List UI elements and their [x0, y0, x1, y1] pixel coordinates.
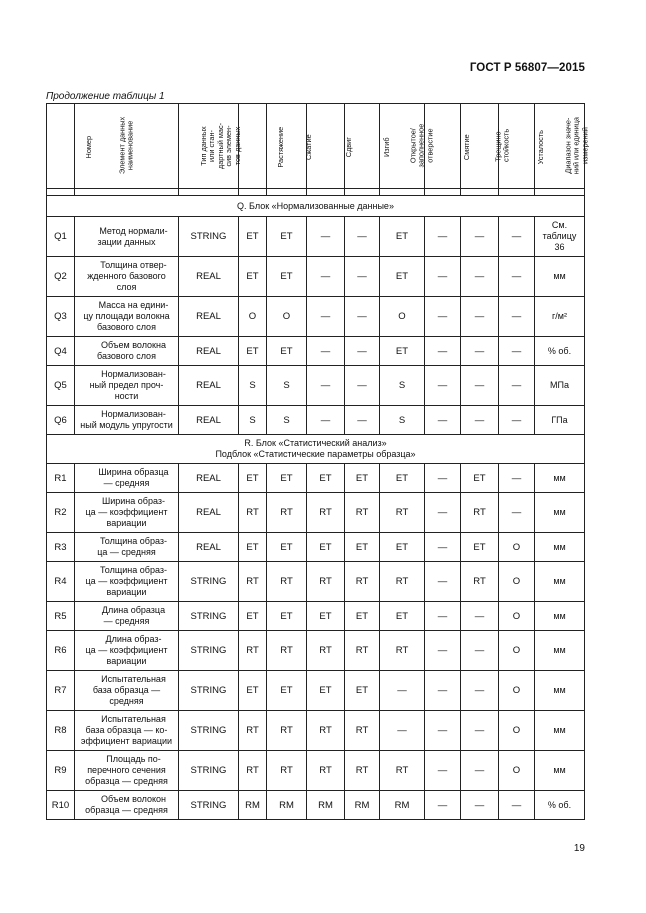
- row-unit: [535, 297, 585, 337]
- row-element-name-line: жденного базового: [87, 271, 166, 281]
- row-element-name-line: база образца — ко-: [85, 725, 168, 735]
- row-value-shear: RT: [307, 751, 345, 791]
- table-body: [47, 196, 585, 820]
- row-value-fatigue: O: [499, 671, 535, 711]
- row-unit-line: мм: [553, 725, 566, 735]
- section-title-text: R. Блок «Статистический анализ»: [244, 438, 387, 448]
- row-number: R4: [47, 562, 75, 602]
- row-value-shear: ET: [307, 464, 345, 493]
- row-value-compression: ET: [267, 533, 307, 562]
- row-value-compression: O: [267, 297, 307, 337]
- row-unit: [535, 562, 585, 602]
- table-row: [47, 337, 585, 366]
- header-compression: Сжатие: [267, 104, 307, 189]
- row-element-name: [75, 562, 179, 602]
- row-unit-line: мм: [553, 472, 566, 483]
- row-element-name-line: ный предел проч-: [89, 380, 164, 390]
- row-unit: [535, 602, 585, 631]
- row-value-shear: RM: [307, 791, 345, 820]
- row-number: Q1: [47, 217, 75, 257]
- header-fracture-toughness: Трещино- стойкость: [461, 104, 499, 189]
- row-value-fatigue: —: [499, 493, 535, 533]
- row-value-flexure: —: [345, 337, 380, 366]
- row-value-bearing: —: [425, 631, 461, 671]
- row-element-name: [75, 257, 179, 297]
- row-data-type: STRING: [179, 711, 239, 751]
- row-unit: [535, 493, 585, 533]
- row-value-compression: S: [267, 406, 307, 435]
- row-value-fatigue: —: [499, 406, 535, 435]
- row-value-fatigue: O: [499, 751, 535, 791]
- row-data-type: STRING: [179, 602, 239, 631]
- row-unit: [535, 751, 585, 791]
- row-element-name-line: база образца —: [92, 685, 161, 695]
- row-value-fatigue: —: [499, 217, 535, 257]
- row-value-tension: S: [239, 406, 267, 435]
- row-number: R9: [47, 751, 75, 791]
- row-element-name-line: Метод нормали-: [99, 225, 168, 236]
- row-value-fracture-toughness: —: [461, 791, 499, 820]
- row-element-name: [75, 406, 179, 435]
- row-value-open-hole: O: [380, 297, 425, 337]
- row-element-name-line: Масса на едини-: [98, 300, 169, 310]
- row-value-tension: RT: [239, 711, 267, 751]
- row-element-name-line: вариации: [106, 656, 147, 666]
- row-value-flexure: RT: [345, 562, 380, 602]
- row-unit-line: мм: [553, 685, 566, 695]
- row-element-name: [75, 297, 179, 337]
- row-value-flexure: ET: [345, 464, 380, 493]
- row-value-fatigue: O: [499, 631, 535, 671]
- row-data-type: REAL: [179, 366, 239, 406]
- row-element-name-line: Испытательная: [101, 674, 166, 684]
- row-value-flexure: ET: [345, 671, 380, 711]
- row-data-type: REAL: [179, 406, 239, 435]
- row-unit-line: мм: [553, 645, 566, 655]
- row-element-name-line: Испытательная: [101, 714, 166, 724]
- row-value-fracture-toughness: —: [461, 751, 499, 791]
- row-element-name-line: вариации: [106, 518, 147, 528]
- row-value-fatigue: O: [499, 711, 535, 751]
- row-data-type: REAL: [179, 464, 239, 493]
- table-row: [47, 297, 585, 337]
- section-header-row: [47, 196, 585, 217]
- row-value-open-hole: RT: [380, 493, 425, 533]
- row-element-name-line: цу площади волокна: [83, 311, 170, 321]
- row-element-name-line: Длина образ-: [105, 634, 162, 644]
- row-value-shear: ET: [307, 602, 345, 631]
- data-elements-table: [46, 103, 590, 820]
- row-value-bearing: —: [425, 337, 461, 366]
- row-unit: [535, 464, 585, 493]
- row-value-shear: RT: [307, 493, 345, 533]
- row-unit-line: См.: [551, 220, 568, 230]
- row-unit-line: ГПа: [551, 414, 568, 425]
- row-element-name-line: зации данных: [97, 236, 156, 247]
- row-value-fracture-toughness: —: [461, 602, 499, 631]
- row-unit: [535, 671, 585, 711]
- row-value-compression: ET: [267, 464, 307, 493]
- row-number: Q2: [47, 257, 75, 297]
- row-data-type: STRING: [179, 562, 239, 602]
- row-element-name-line: Толщина образ-: [100, 565, 167, 575]
- row-value-open-hole: S: [380, 406, 425, 435]
- row-value-bearing: —: [425, 751, 461, 791]
- row-number: Q6: [47, 406, 75, 435]
- row-value-compression: S: [267, 366, 307, 406]
- row-element-name: [75, 751, 179, 791]
- row-value-shear: RT: [307, 711, 345, 751]
- header-data-type: Тип данных или стан- дартный мас- сив элемен- тов данных: [179, 104, 239, 189]
- row-element-name-line: ца — средняя: [97, 547, 156, 557]
- row-value-bearing: —: [425, 602, 461, 631]
- row-element-name-line: ца — коэффициент: [85, 576, 168, 586]
- row-value-fracture-toughness: ET: [461, 464, 499, 493]
- row-element-name: [75, 791, 179, 820]
- row-element-name-line: Длина образца: [101, 605, 166, 615]
- row-value-fatigue: O: [499, 533, 535, 562]
- row-value-bearing: —: [425, 406, 461, 435]
- row-value-flexure: RT: [345, 493, 380, 533]
- row-value-open-hole: —: [380, 711, 425, 751]
- row-element-name-line: — средняя: [103, 616, 150, 626]
- row-element-name-line: базового слоя: [97, 322, 156, 332]
- row-element-name-line: Ширина образ-: [102, 496, 165, 506]
- row-value-flexure: —: [345, 257, 380, 297]
- table-row: [47, 406, 585, 435]
- table-row: [47, 791, 585, 820]
- table-row: [47, 533, 585, 562]
- row-data-type: REAL: [179, 297, 239, 337]
- row-element-name-line: ный модуль упругости: [80, 420, 173, 430]
- row-unit-line: мм: [553, 765, 566, 775]
- row-number: R10: [47, 791, 75, 820]
- row-element-name-line: эффициент вариации: [80, 736, 173, 746]
- row-element-name-line: Ширина образца: [98, 467, 169, 477]
- row-value-tension: ET: [239, 533, 267, 562]
- row-value-shear: —: [307, 337, 345, 366]
- row-value-tension: ET: [239, 602, 267, 631]
- row-value-shear: —: [307, 297, 345, 337]
- row-number: R5: [47, 602, 75, 631]
- row-value-fracture-toughness: —: [461, 711, 499, 751]
- header-shear: Сдвиг: [307, 104, 345, 189]
- section-title: [47, 196, 585, 217]
- row-value-fatigue: —: [499, 257, 535, 297]
- table-row: [47, 751, 585, 791]
- row-value-bearing: —: [425, 366, 461, 406]
- row-value-tension: S: [239, 366, 267, 406]
- table-row: [47, 671, 585, 711]
- row-element-name-line: слоя: [116, 282, 137, 292]
- row-unit: [535, 366, 585, 406]
- row-value-tension: RM: [239, 791, 267, 820]
- row-value-tension: ET: [239, 464, 267, 493]
- row-value-flexure: RT: [345, 751, 380, 791]
- row-value-open-hole: RT: [380, 562, 425, 602]
- row-element-name-line: Толщина образ-: [100, 536, 167, 546]
- section-header-row: [47, 435, 585, 464]
- table-row: [47, 562, 585, 602]
- row-unit: [535, 631, 585, 671]
- row-value-flexure: —: [345, 406, 380, 435]
- row-unit-line: таблицу: [542, 231, 577, 241]
- row-value-open-hole: RM: [380, 791, 425, 820]
- row-value-compression: ET: [267, 337, 307, 366]
- row-value-compression: RT: [267, 493, 307, 533]
- row-value-open-hole: ET: [380, 602, 425, 631]
- row-unit: [535, 406, 585, 435]
- header-flexure: Изгиб: [345, 104, 380, 189]
- row-value-open-hole: ET: [380, 337, 425, 366]
- row-unit-line: мм: [553, 610, 566, 621]
- row-element-name-line: Толщина отвер-: [100, 260, 167, 270]
- row-element-name: [75, 711, 179, 751]
- row-unit-line: мм: [553, 576, 566, 586]
- row-value-fracture-toughness: —: [461, 217, 499, 257]
- row-element-name-line: средняя: [109, 696, 144, 706]
- row-number: R6: [47, 631, 75, 671]
- row-data-type: REAL: [179, 337, 239, 366]
- row-value-flexure: RT: [345, 631, 380, 671]
- row-value-flexure: RT: [345, 711, 380, 751]
- row-element-name-line: вариации: [106, 587, 147, 597]
- row-value-shear: —: [307, 406, 345, 435]
- row-data-type: REAL: [179, 533, 239, 562]
- row-value-fracture-toughness: —: [461, 257, 499, 297]
- row-value-compression: RM: [267, 791, 307, 820]
- table-continuation-label: Продолжение таблицы 1: [46, 91, 165, 102]
- row-value-fracture-toughness: —: [461, 337, 499, 366]
- row-element-name: [75, 217, 179, 257]
- document-code: ГОСТ Р 56807—2015: [469, 62, 585, 74]
- row-element-name-line: образца — средняя: [85, 805, 168, 815]
- row-element-name-line: — средняя: [103, 478, 150, 488]
- row-element-name-line: Площадь по-: [106, 754, 161, 764]
- row-element-name: [75, 464, 179, 493]
- table-row: [47, 257, 585, 297]
- row-unit-line: мм: [553, 507, 566, 517]
- row-value-compression: RT: [267, 711, 307, 751]
- row-value-compression: RT: [267, 751, 307, 791]
- row-element-name-line: ца — коэффициент: [85, 507, 168, 517]
- table-row: [47, 631, 585, 671]
- table-row: [47, 711, 585, 751]
- header-open-hole: Открытое/ заполненное отверстие: [380, 104, 425, 189]
- row-value-compression: ET: [267, 602, 307, 631]
- row-element-name-line: Нормализован-: [101, 369, 166, 379]
- row-value-bearing: —: [425, 257, 461, 297]
- row-value-tension: ET: [239, 217, 267, 257]
- header-tension: Растяжение: [239, 104, 267, 189]
- row-value-fatigue: —: [499, 337, 535, 366]
- row-value-compression: ET: [267, 217, 307, 257]
- row-value-fatigue: O: [499, 602, 535, 631]
- row-value-compression: ET: [267, 257, 307, 297]
- row-data-type: REAL: [179, 493, 239, 533]
- row-element-name: [75, 631, 179, 671]
- row-value-tension: ET: [239, 337, 267, 366]
- row-value-compression: RT: [267, 562, 307, 602]
- row-value-fracture-toughness: —: [461, 366, 499, 406]
- row-element-name-line: перечного сечения: [87, 765, 166, 775]
- row-element-name: [75, 366, 179, 406]
- row-value-shear: —: [307, 366, 345, 406]
- table-row: [47, 602, 585, 631]
- row-value-bearing: —: [425, 464, 461, 493]
- row-unit: [535, 257, 585, 297]
- row-number: Q4: [47, 337, 75, 366]
- row-value-open-hole: —: [380, 671, 425, 711]
- row-unit-line: 36: [554, 242, 565, 252]
- row-value-flexure: —: [345, 366, 380, 406]
- row-value-shear: RT: [307, 562, 345, 602]
- section-subtitle-text: Подблок «Статистические параметры образца»: [215, 449, 416, 459]
- row-number: R8: [47, 711, 75, 751]
- section-title-text: Q. Блок «Нормализованные данные»: [237, 200, 394, 211]
- header-element-name: Элемент данных наименование: [75, 104, 179, 189]
- section-title: [47, 435, 585, 464]
- row-number: R7: [47, 671, 75, 711]
- row-element-name: [75, 602, 179, 631]
- row-value-open-hole: RT: [380, 631, 425, 671]
- row-value-open-hole: S: [380, 366, 425, 406]
- row-value-shear: ET: [307, 533, 345, 562]
- row-value-flexure: —: [345, 297, 380, 337]
- row-element-name: [75, 533, 179, 562]
- row-number: R2: [47, 493, 75, 533]
- row-value-shear: RT: [307, 631, 345, 671]
- header-fatigue: Усталость: [499, 104, 535, 189]
- row-value-flexure: —: [345, 217, 380, 257]
- row-value-flexure: ET: [345, 533, 380, 562]
- row-number: R1: [47, 464, 75, 493]
- row-value-fatigue: —: [499, 464, 535, 493]
- row-element-name-line: Объем волокон: [100, 794, 167, 804]
- row-value-compression: ET: [267, 671, 307, 711]
- row-unit-line: МПа: [550, 380, 569, 390]
- row-value-fatigue: —: [499, 791, 535, 820]
- row-data-type: STRING: [179, 217, 239, 257]
- table-row: [47, 464, 585, 493]
- row-value-bearing: —: [425, 493, 461, 533]
- row-unit: [535, 711, 585, 751]
- row-number: R3: [47, 533, 75, 562]
- row-data-type: STRING: [179, 631, 239, 671]
- row-value-shear: —: [307, 257, 345, 297]
- row-value-tension: ET: [239, 671, 267, 711]
- header-value-range-unit: Диапазон значе- ний или единица измерений: [535, 104, 585, 189]
- header-bearing: Смятие: [425, 104, 461, 189]
- row-value-tension: ET: [239, 257, 267, 297]
- row-value-bearing: —: [425, 671, 461, 711]
- row-value-flexure: ET: [345, 602, 380, 631]
- row-element-name-line: образца — средняя: [85, 776, 168, 786]
- row-value-compression: RT: [267, 631, 307, 671]
- row-element-name-line: базового слоя: [97, 351, 156, 361]
- header-row: [47, 104, 585, 189]
- row-data-type: STRING: [179, 791, 239, 820]
- row-data-type: STRING: [179, 671, 239, 711]
- row-value-fracture-toughness: —: [461, 631, 499, 671]
- header-number: Номер: [47, 104, 75, 189]
- row-value-fracture-toughness: —: [461, 671, 499, 711]
- row-value-bearing: —: [425, 297, 461, 337]
- row-element-name-line: Нормализован-: [101, 409, 166, 419]
- row-number: Q3: [47, 297, 75, 337]
- table-row: [47, 217, 585, 257]
- page-number: 19: [573, 843, 585, 854]
- row-value-bearing: —: [425, 217, 461, 257]
- row-value-tension: RT: [239, 631, 267, 671]
- row-value-bearing: —: [425, 711, 461, 751]
- row-value-shear: —: [307, 217, 345, 257]
- row-value-tension: RT: [239, 751, 267, 791]
- row-unit: [535, 791, 585, 820]
- row-unit-line: г/м²: [552, 311, 567, 321]
- row-unit-line: % об.: [547, 799, 572, 810]
- row-value-bearing: —: [425, 533, 461, 562]
- row-unit: [535, 533, 585, 562]
- row-unit-line: мм: [553, 271, 566, 281]
- row-element-name-line: Объем волокна: [101, 340, 166, 350]
- row-element-name: [75, 493, 179, 533]
- row-element-name-line: ца — коэффициент: [85, 645, 168, 655]
- row-value-fracture-toughness: —: [461, 406, 499, 435]
- row-element-name: [75, 671, 179, 711]
- row-unit-line: % об.: [547, 345, 572, 356]
- row-value-flexure: RM: [345, 791, 380, 820]
- row-value-open-hole: ET: [380, 464, 425, 493]
- row-value-fatigue: —: [499, 366, 535, 406]
- row-data-type: STRING: [179, 751, 239, 791]
- row-number: Q5: [47, 366, 75, 406]
- row-value-open-hole: RT: [380, 751, 425, 791]
- row-value-shear: ET: [307, 671, 345, 711]
- row-value-bearing: —: [425, 791, 461, 820]
- row-data-type: REAL: [179, 257, 239, 297]
- row-element-name: [75, 337, 179, 366]
- row-value-fracture-toughness: RT: [461, 562, 499, 602]
- row-value-fracture-toughness: ET: [461, 533, 499, 562]
- row-value-fracture-toughness: RT: [461, 493, 499, 533]
- header-spacer-row: [47, 189, 585, 196]
- row-value-bearing: —: [425, 562, 461, 602]
- row-value-open-hole: ET: [380, 533, 425, 562]
- row-unit-line: мм: [553, 541, 566, 552]
- table-row: [47, 493, 585, 533]
- row-unit: [535, 337, 585, 366]
- row-value-open-hole: ET: [380, 217, 425, 257]
- table-row: [47, 366, 585, 406]
- row-value-open-hole: ET: [380, 257, 425, 297]
- row-value-tension: RT: [239, 493, 267, 533]
- row-unit: [535, 217, 585, 257]
- row-value-tension: RT: [239, 562, 267, 602]
- row-value-fatigue: O: [499, 562, 535, 602]
- row-value-fracture-toughness: —: [461, 297, 499, 337]
- row-value-tension: O: [239, 297, 267, 337]
- row-element-name-line: ности: [114, 391, 139, 401]
- row-value-fatigue: —: [499, 297, 535, 337]
